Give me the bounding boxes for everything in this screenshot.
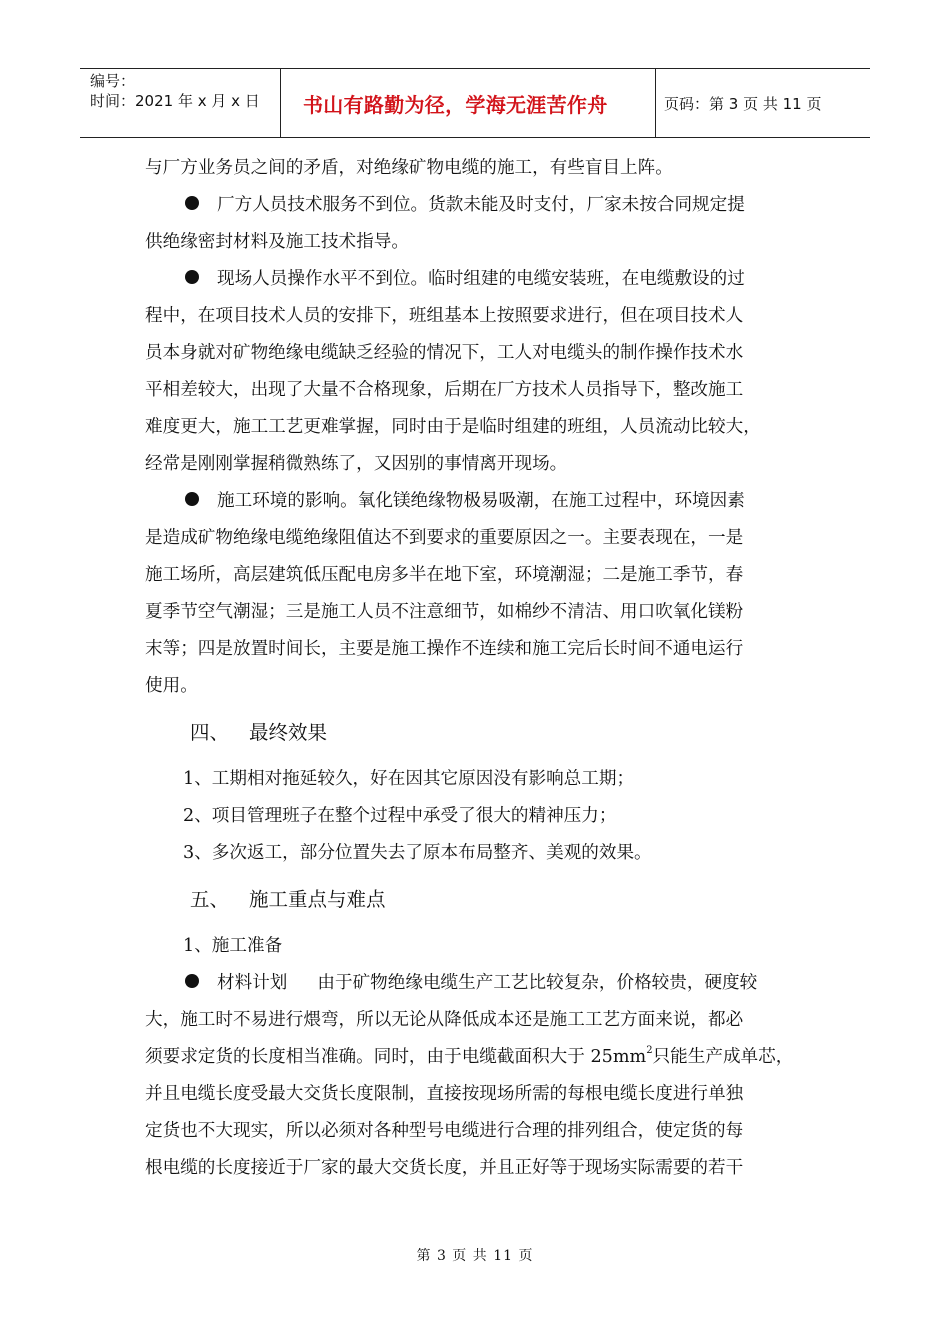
material-plan-label: 材料计划 [217,973,288,993]
paragraph-text: 须要求定货的长度相当准确。同时，由于电缆截面积大于 25mm [145,1047,647,1067]
numbered-item: 2、项目管理班子在整个过程中承受了很大的精神压力； [183,806,617,826]
paragraph-text: 施工环境的影响。氧化镁绝缘物极易吸潮，在施工过程中，环境因素 [217,491,745,511]
paragraph-line: 难度更大，施工工艺更难掌握，同时由于是临时组建的班组，人员流动比较大， [145,417,761,437]
paragraph-line: 末等；四是放置时间长，主要是施工操作不连续和施工完后长时间不通电运行 [145,639,744,659]
page-footer: 第 3 页 共 11 页 [416,1248,534,1264]
paragraph-line [145,1039,810,1076]
paragraph-line: 大，施工时不易进行煨弯，所以无论从降低成本还是施工工艺方面来说，都必 [145,1010,744,1030]
paragraph-text: 由于矿物绝缘电缆生产工艺比较复杂，价格较贵，硬度较 [317,973,758,993]
page-header [80,68,870,138]
paragraph-line: 员本身就对矿物绝缘电缆缺乏经验的情况下，工人对电缆头的制作操作技术水 [145,343,744,363]
section-number: 四、 [190,721,230,744]
numbered-item: 3、多次返工，部分位置失去了原本布局整齐、美观的效果。 [183,843,652,863]
paragraph-line: 平相差较大，出现了大量不合格现象，后期在厂方技术人员指导下，整改施工 [145,380,744,400]
bullet-icon [185,270,199,284]
section-title-text: 最终效果 [249,721,328,744]
document-body [145,150,810,1187]
paragraph-line: 供绝缘密封材料及施工技术指导。 [145,232,409,252]
paragraph-line: 根电缆的长度接近于厂家的最大交货长度，并且正好等于现场实际需要的若干 [145,1158,744,1178]
paragraph-line: 程中，在项目技术人员的安排下，班组基本上按照要求进行，但在项目技术人 [145,306,744,326]
paragraph-text: 只能生产成单芯， [652,1047,794,1067]
paragraph-text: 厂方人员技术服务不到位。货款未能及时支付，厂家未按合同规定提 [217,195,745,215]
bullet-paragraph-line [145,187,810,224]
header-meta [80,69,281,137]
section-title-text: 施工重点与难点 [249,888,386,911]
section-heading [145,705,810,761]
paragraph-line: 与厂方业务员之间的矛盾，对绝缘矿物电缆的施工，有些盲目上阵。 [145,158,673,178]
superscript: 2 [646,1045,653,1057]
document-number-label: 编号： [90,72,136,90]
header-page-info: 页码：第 3 页 共 11 页 [664,94,822,113]
paragraph-text: 现场人员操作水平不到位。临时组建的电缆安装班，在电缆敷设的过 [217,269,745,289]
bullet-paragraph-line [145,965,810,1002]
bullet-icon [185,492,199,506]
numbered-item: 1、工期相对拖延较久，好在因其它原因没有影响总工期； [183,769,635,789]
section-number: 五、 [190,888,230,911]
bullet-paragraph-line [145,261,810,298]
paragraph-line: 施工场所，高层建筑低压配电房多半在地下室，环境潮湿；二是施工季节，春 [145,565,744,585]
section-heading [145,872,810,928]
paragraph-line: 经常是刚刚掌握稍微熟练了，又因别的事情离开现场。 [145,454,568,474]
bullet-icon [185,974,199,988]
paragraph-line: 使用。 [145,676,198,696]
document-time-label: 时间：2021 年 x 月 x 日 [90,92,260,110]
header-motto: 书山有路勤为径，学海无涯苦作舟 [281,69,656,137]
bullet-icon [185,196,199,210]
bullet-paragraph-line [145,483,810,520]
paragraph-line: 是造成矿物绝缘电缆绝缘阻值达不到要求的重要原因之一。主要表现在，一是 [145,528,744,548]
paragraph-line: 定货也不大现实，所以必须对各种型号电缆进行合理的排列组合，使定货的每 [145,1121,744,1141]
subsection-heading: 1、施工准备 [183,936,283,956]
paragraph-line: 夏季节空气潮湿；三是施工人员不注意细节，如棉纱不清洁、用口吹氧化镁粉 [145,602,744,622]
paragraph-line: 并且电缆长度受最大交货长度限制，直接按现场所需的每根电缆长度进行单独 [145,1084,744,1104]
